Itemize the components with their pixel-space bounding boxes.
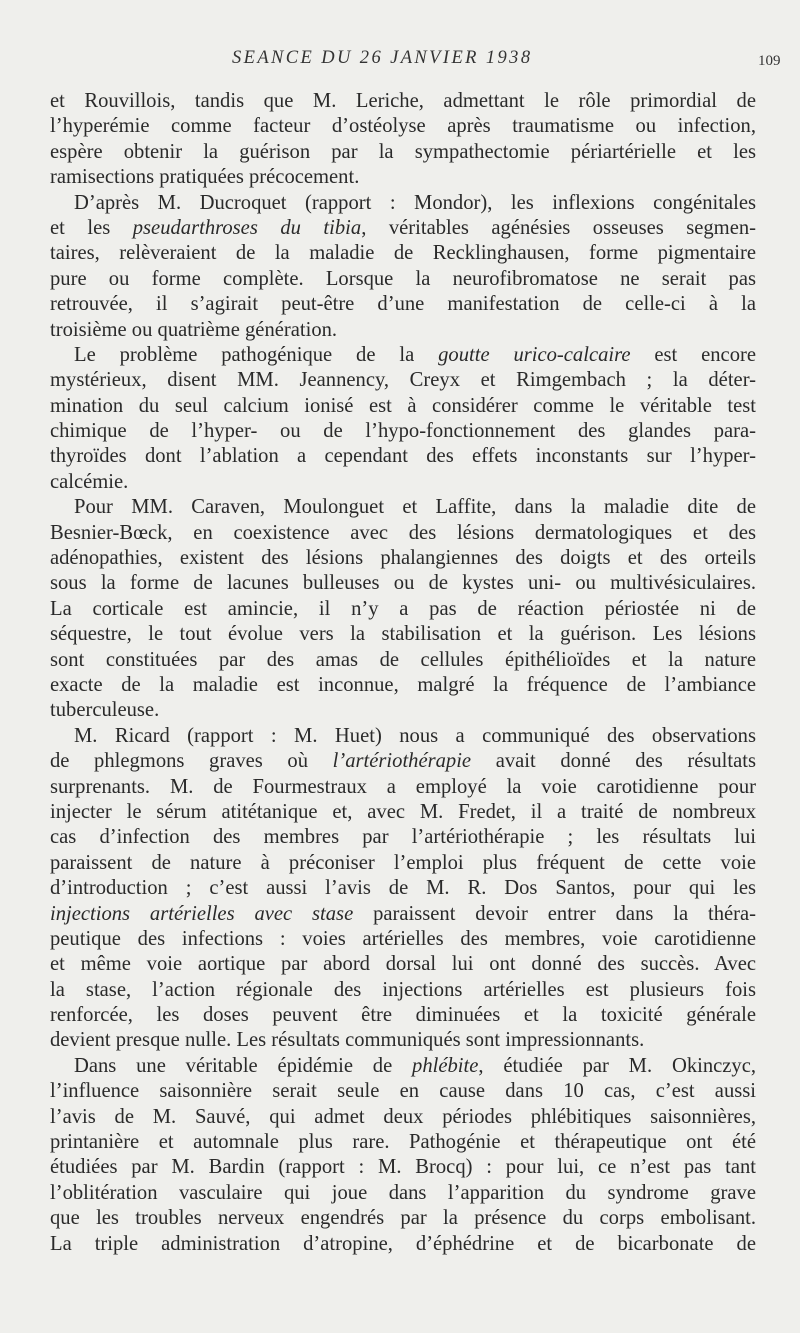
text-line xyxy=(50,622,756,647)
text-line xyxy=(50,876,756,901)
text-segment: calcémie. xyxy=(50,470,129,493)
text-segment: mination du seul calcium ionisé est à considérer comme le véritable test xyxy=(50,394,756,417)
text-segment: et Rouvillois, tandis que M. Leriche, admettant le rôle primordial de xyxy=(50,90,756,112)
italic-text: phlébite xyxy=(412,1054,479,1077)
text-segment: pure ou forme complète. Lorsque la neurofibromatose ne serait pas xyxy=(50,267,756,290)
text-line xyxy=(50,648,756,673)
text-segment: que les troubles nerveux engendrés par la présence du corps embolisant. xyxy=(50,1207,756,1230)
text-line xyxy=(50,165,756,190)
text-line xyxy=(50,1232,756,1257)
text-segment: La triple administration d’atropine, d’éphédrine et de bicarbonate de xyxy=(50,1232,756,1255)
text-segment: d’introduction ; c’est aussi l’avis de M. R. Dos Santos, pour qui les xyxy=(50,877,756,900)
text-segment: Besnier-Bœck, en coexistence avec des lésions dermatologiques et des xyxy=(50,521,756,544)
text-line xyxy=(50,216,756,241)
text-line xyxy=(50,1028,756,1053)
text-line xyxy=(50,89,756,114)
text-segment: D’après M. Ducroquet (rapport : Mondor), les inflexions congénitales xyxy=(74,191,756,214)
text-segment: exacte de la maladie est inconnue, malgré la fréquence de l’ambiance xyxy=(50,673,756,696)
text-segment: , étudiée par M. Okinczyc, xyxy=(478,1054,756,1077)
text-segment: sont constituées par des amas de cellules épithélioïdes et la nature xyxy=(50,648,756,671)
text-segment: La corticale est amincie, il n’y a pas de réaction périostée ni de xyxy=(50,597,756,620)
italic-text: goutte urico-calcaire xyxy=(438,343,631,366)
text-line xyxy=(50,1181,756,1206)
text-line xyxy=(50,1079,756,1104)
text-line xyxy=(50,927,756,952)
italic-text: injections artérielles avec stase xyxy=(50,902,354,925)
text-line xyxy=(50,546,756,571)
text-segment: chimique de l’hyper- ou de l’hypo-fonctionnement des glandes para- xyxy=(50,420,756,443)
text-segment: l’influence saisonnière serait seule en cause dans 10 cas, c’est aussi xyxy=(50,1080,756,1103)
running-head: SEANCE DU 26 JANVIER 1938 xyxy=(232,48,533,68)
text-line xyxy=(50,825,756,850)
text-segment: la stase, l’action régionale des injections artérielles est plusieurs fois xyxy=(50,978,756,1001)
text-line xyxy=(50,1206,756,1231)
text-line xyxy=(50,1130,756,1155)
text-line xyxy=(50,419,756,444)
text-segment: injecter le sérum atitétanique et, avec M. Fredet, il a traité de nombreux xyxy=(50,800,756,823)
text-line xyxy=(50,241,756,266)
text-line xyxy=(50,444,756,469)
text-line xyxy=(50,851,756,876)
text-segment: tuberculeuse. xyxy=(50,699,160,722)
text-segment: adénopathies, existent des lésions phalangiennes des doigts et des orteils xyxy=(50,547,756,570)
text-line xyxy=(50,521,756,546)
text-line xyxy=(50,1003,756,1028)
text-line xyxy=(50,140,756,165)
text-segment: espère obtenir la guérison par la sympathectomie périartérielle et les xyxy=(50,140,756,163)
text-line xyxy=(50,318,756,343)
text-line xyxy=(50,495,756,520)
text-segment: peutique des infections : voies artérielles des membres, voie carotidienne xyxy=(50,927,756,950)
text-line xyxy=(50,1105,756,1130)
text-line xyxy=(50,749,756,774)
text-line xyxy=(50,394,756,419)
text-segment: mystérieux, disent MM. Jeannency, Creyx et Rimgembach ; la déter- xyxy=(50,369,756,392)
text-segment: devient presque nulle. Les résultats communiqués sont impressionnants. xyxy=(50,1029,645,1052)
italic-text: l’artériothérapie xyxy=(332,750,472,773)
text-segment: avait donné des résultats xyxy=(471,750,756,773)
text-line xyxy=(50,978,756,1003)
text-segment: séquestre, le tout évolue vers la stabilisation et la guérison. Les lésions xyxy=(50,623,756,646)
text-line xyxy=(50,343,756,368)
text-segment: l’oblitération vasculaire qui joue dans l’apparition du syndrome grave xyxy=(50,1181,756,1204)
body-text xyxy=(50,89,756,1257)
text-segment: retrouvée, il s’agirait peut-être d’une manifestation de celle-ci à la xyxy=(50,293,756,316)
text-segment: troisième ou quatrième génération. xyxy=(50,318,338,341)
text-line xyxy=(50,775,756,800)
text-line xyxy=(50,470,756,495)
text-line xyxy=(50,698,756,723)
text-line xyxy=(50,952,756,977)
text-line xyxy=(50,292,756,317)
text-line xyxy=(50,724,756,749)
text-segment: sous la forme de lacunes bulleuses ou de kystes uni- ou multivésiculaires. xyxy=(50,572,756,595)
page-header xyxy=(0,44,800,74)
text-segment: paraissent de nature à préconiser l’emploi plus fréquent de cette voie xyxy=(50,851,756,874)
text-segment: est encore xyxy=(630,343,756,366)
text-segment: et même voie aortique par abord dorsal lui ont donné des succès. Avec xyxy=(50,953,756,976)
page-number: 109 xyxy=(758,53,781,69)
text-line xyxy=(50,114,756,139)
text-line xyxy=(50,571,756,596)
text-line xyxy=(50,1054,756,1079)
text-segment: thyroïdes dont l’ablation a cependant des effets inconstants sur l’hyper- xyxy=(50,445,756,468)
text-segment: taires, relèveraient de la maladie de Recklinghausen, forme pigmentaire xyxy=(50,242,756,265)
text-segment: cas d’infection des membres par l’artériothérapie ; les résultats lui xyxy=(50,826,756,849)
text-line xyxy=(50,368,756,393)
text-segment: M. Ricard (rapport : M. Huet) nous a communiqué des observations xyxy=(74,724,756,747)
text-segment: l’avis de M. Sauvé, qui admet deux périodes phlébitiques saisonnières, xyxy=(50,1105,756,1128)
text-segment: Dans une véritable épidémie de xyxy=(74,1054,413,1077)
text-line xyxy=(50,1155,756,1180)
text-segment: Le problème pathogénique de la xyxy=(74,343,439,366)
text-segment: surprenants. M. de Fourmestraux a employé la voie carotidienne pour xyxy=(50,775,756,798)
text-segment: l’hyperémie comme facteur d’ostéolyse après traumatisme ou infection, xyxy=(50,115,756,138)
text-line xyxy=(50,902,756,927)
text-line xyxy=(50,267,756,292)
text-segment: étudiées par M. Bardin (rapport : M. Brocq) : pour lui, ce n’est pas tant xyxy=(50,1156,756,1179)
text-segment: printanière et automnale plus rare. Pathogénie et thérapeutique ont été xyxy=(50,1131,756,1154)
text-line xyxy=(50,673,756,698)
text-line xyxy=(50,800,756,825)
text-segment: , véritables agénésies osseuses segmen- xyxy=(361,216,756,239)
text-segment: Pour MM. Caraven, Moulonguet et Laffite, dans la maladie dite de xyxy=(74,496,756,519)
text-segment: et les xyxy=(50,216,133,239)
text-segment: ramisections pratiquées précocement. xyxy=(50,166,360,189)
text-segment: de phlegmons graves où xyxy=(50,750,333,773)
italic-text: pseudarthroses du tibia xyxy=(132,216,362,239)
text-segment: paraissent devoir entrer dans la théra- xyxy=(353,902,756,925)
text-segment: renforcée, les doses peuvent être diminuées et la toxicité générale xyxy=(50,1004,756,1027)
text-line xyxy=(50,597,756,622)
text-line xyxy=(50,191,756,216)
